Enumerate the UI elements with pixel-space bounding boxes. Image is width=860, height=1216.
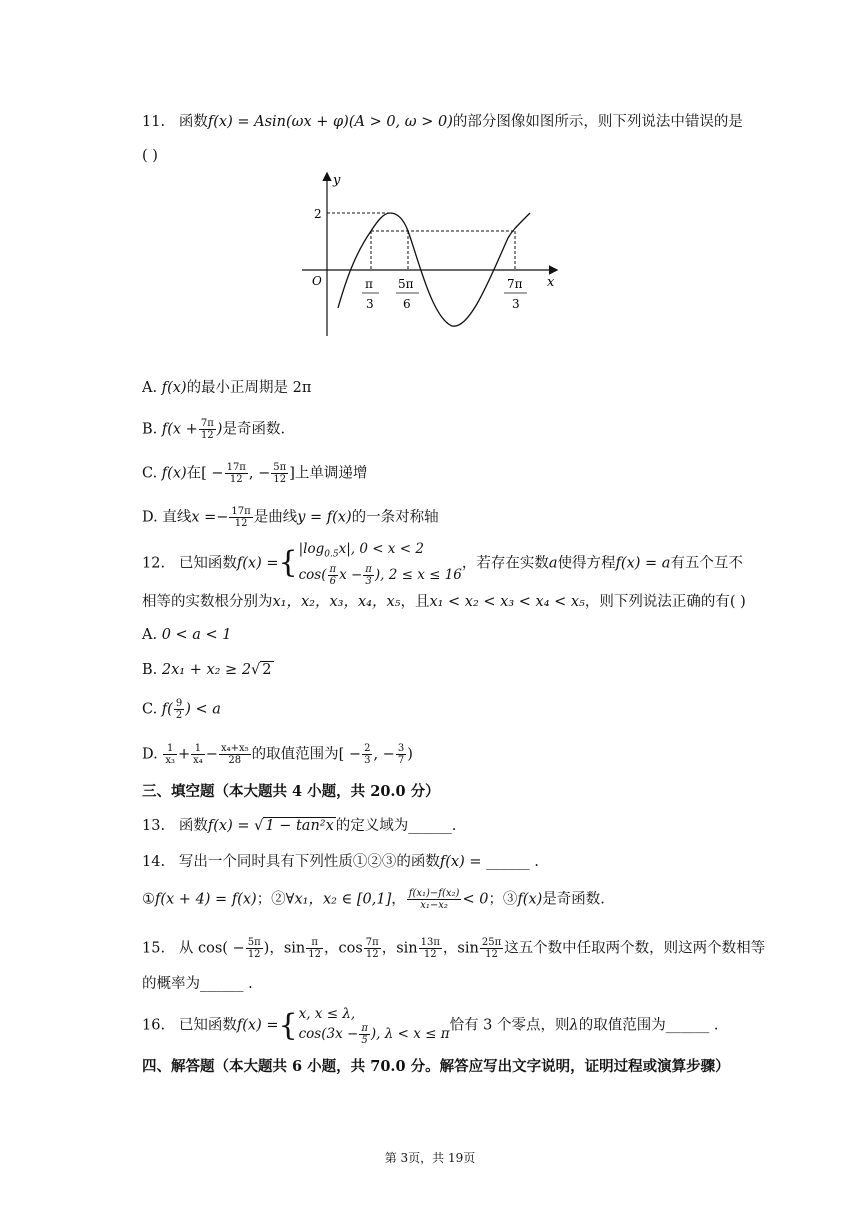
q12-stem: 12. 已知函数$f(x) =\{|\log_{0.5}x|$, 0 < x < 2 cos( $\frac{\pi}{6}$ x − $\frac{\pi}{3}$ ), 2 ≤ x ≤ 16，若存在实数a使得方程f(x) = a有五个互不 (142, 541, 743, 587)
q15: 15. 从 cos( − $\frac{5\pi}{12}$ )，sin $\frac{\pi}{12}$ ，cos $\frac{7\pi}{12}$ ，sin $\frac{13\pi}{12}$ ，sin $\frac{25\pi}{12}$ 这五个数中任取两个数，则这两个数相等 (142, 937, 766, 960)
q13: 13. 函数f(x) = √ 1 − tan²x 的定义域为______. (142, 818, 457, 834)
x-axis-label: x (547, 275, 555, 290)
q12-option-b: B. 2x₁ + x₂ ≥ 2√ 2 (142, 662, 272, 678)
q12-stem-2: 相等的实数根分别为x₁，x₂，x₃，x₄，x₅，且x₁ < x₂ < x₃ < x₄ < x₅，则下列说法正确的有( ) (142, 594, 746, 610)
section-3-heading: 三、填空题（本大题共 4 小题，共 20.0 分） (142, 783, 440, 800)
q12-option-a: A. 0 < a < 1 (142, 627, 232, 643)
q11-option-a: A. f(x)的最小正周期是 2π (142, 380, 312, 396)
origin-label: O (312, 274, 322, 288)
q12-option-c: C. f( $\frac{9}{2}$ ) < a (142, 698, 221, 721)
svg-text:π: π (365, 277, 373, 291)
q11-option-d: D. 直线x =− $\frac{17\pi}{12}$ 是曲线y = f(x)的一条对称轴 (142, 506, 439, 529)
svg-text:3: 3 (366, 297, 374, 311)
y-tick-label: 2 (314, 207, 322, 221)
q15-line-2: 的概率为______ . (142, 976, 253, 992)
svg-text:5π: 5π (398, 277, 414, 291)
q11-option-c: C. f(x)在[ − $\frac{17\pi}{12}$ , − $\frac{5\pi}{12}$ ]上单调递增 (142, 462, 368, 485)
svg-text:7π: 7π (507, 277, 523, 291)
svg-text:3: 3 (512, 297, 520, 311)
svg-text:6: 6 (403, 297, 411, 311)
q12-option-d: D. $\frac{1}{\text{x₃}}$ + $\frac{1}{\text{x₄}}$ − $\frac{\text{x₄+x₅}}{28}$ 的取值范围为[ − $\frac{2}{3}$ , − $\frac{3}{7}$ ) (142, 743, 413, 766)
q11-option-b: B. f(x + $\frac{7\pi}{12}$ )是奇函数. (142, 418, 286, 441)
q16: 16. 已知函数f(x) ={x, x ≤ λ, cos(3x − $\frac{\pi}{5}$ ), λ < x ≤ π恰有 3 个零点，则λ的取值范围为______ . (142, 1006, 719, 1046)
q11-stem: 11. 函数f(x) = Asin(ωx + φ)(A > 0, ω > 0)的部分图像如图所示，则下列说法中错误的是 (142, 114, 743, 130)
q11-sine-graph (0, 168, 860, 358)
q11-paren: ( ) (142, 148, 158, 164)
y-axis-label: y (333, 173, 341, 188)
q14-conditions: ①f(x + 4) = f(x)；②∀x₁，x₂ ∈ [0,1]， $\frac{\text{f(x₁)−f(x₂)}}{\text{x₁−x₂}}$ < 0；③f(x)是奇函数. (142, 888, 605, 911)
page-footer: 第 3页，共 19页 (384, 1151, 476, 1165)
section-4-heading: 四、解答题（本大题共 6 小题，共 70.0 分。解答应写出文字说明，证明过程或演算步骤） (142, 1058, 730, 1075)
q14: 14. 写出一个同时具有下列性质①②③的函数f(x) = ______ . (142, 854, 539, 870)
